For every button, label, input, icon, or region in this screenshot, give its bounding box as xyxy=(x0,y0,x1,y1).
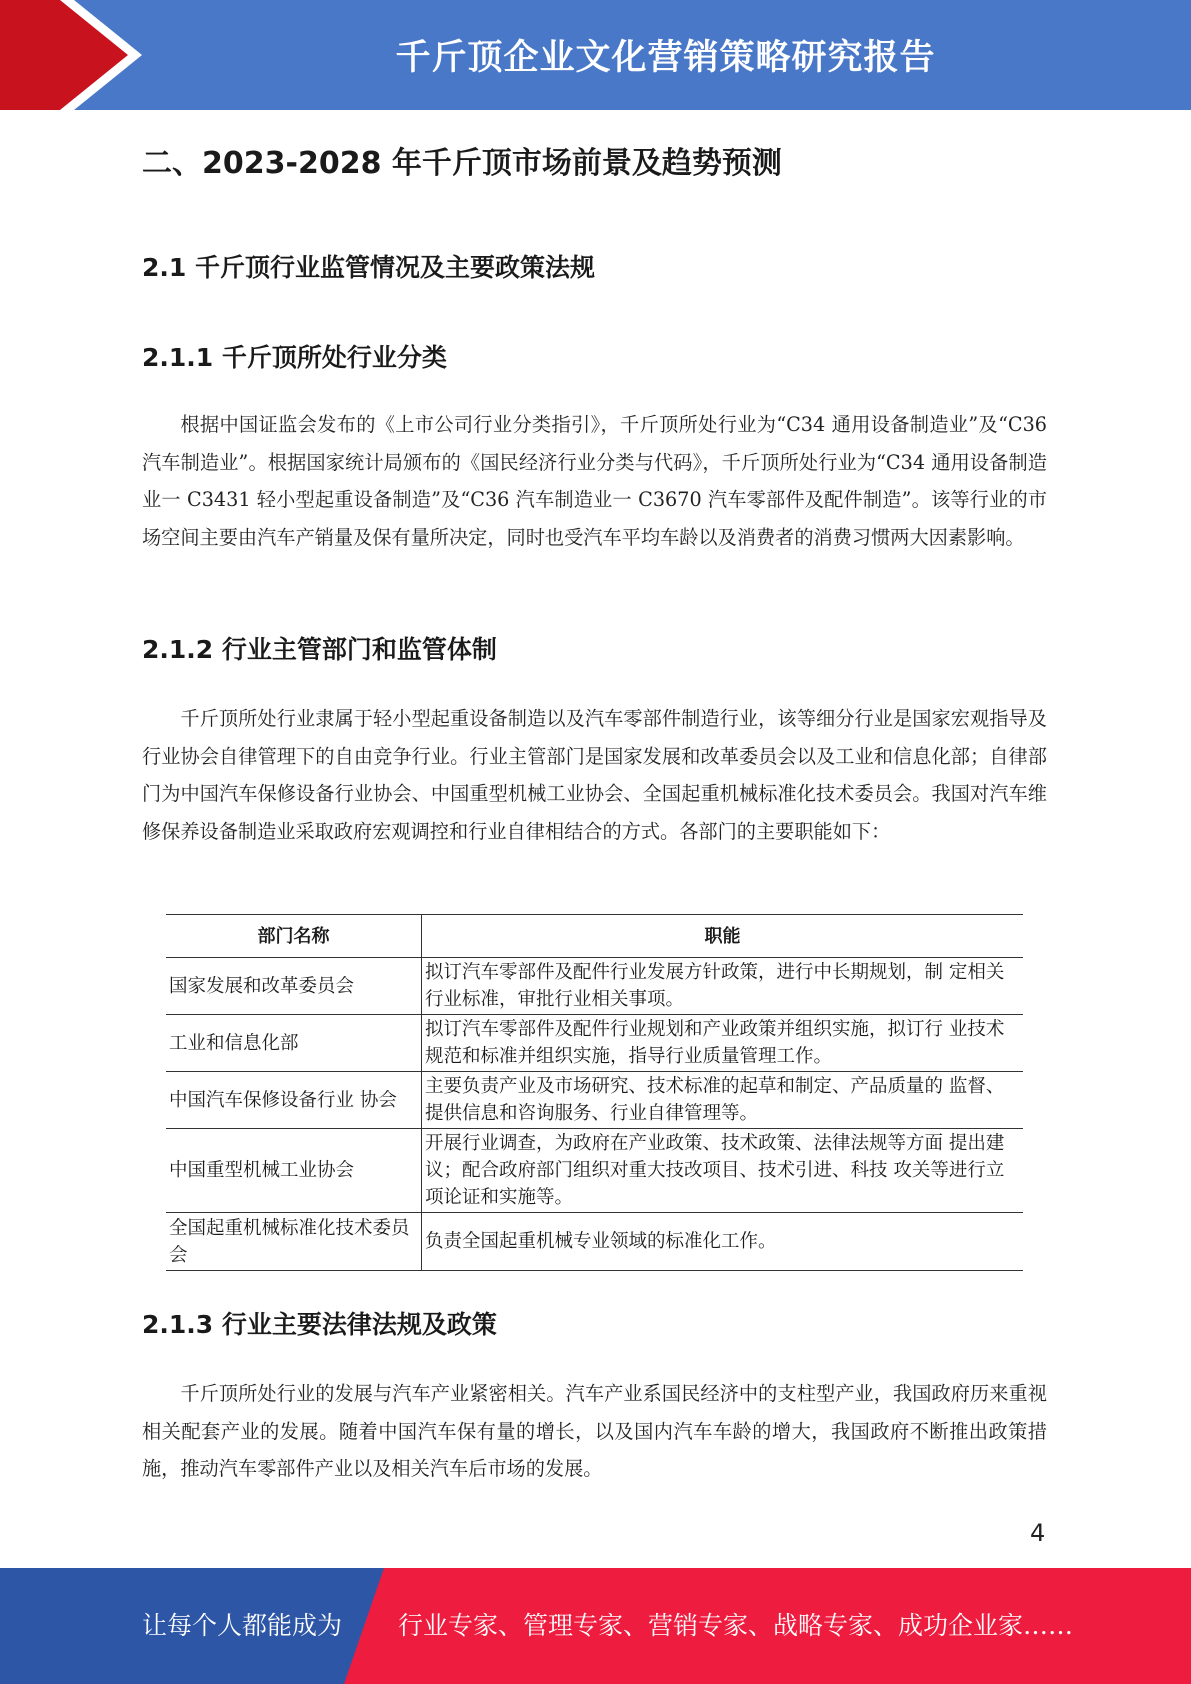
table-cell-department: 中国汽车保修设备行业 协会 xyxy=(166,1072,422,1129)
table-cell-department: 中国重型机械工业协会 xyxy=(166,1129,422,1213)
footer-banner xyxy=(0,1568,1191,1684)
table-cell-department: 国家发展和改革委员会 xyxy=(166,958,422,1015)
table-header-department: 部门名称 xyxy=(166,915,422,958)
subsection-title-2-1-2: 2.1.2 行业主管部门和监管体制 xyxy=(142,635,497,664)
footer-slogan-left: 让每个人都能成为 xyxy=(142,1611,343,1640)
report-title: 千斤顶企业文化营销策略研究报告 xyxy=(395,38,936,78)
table-cell-function: 开展行业调查，为政府在产业政策、技术政策、法律法规等方面 提出建议；配合政府部门组织对重大技改项目、技术引进、科技 攻关等进行立项论证和实施等。 xyxy=(422,1129,1024,1213)
table-row xyxy=(166,958,1023,1015)
table-row xyxy=(166,1129,1023,1213)
paragraph-2-1-1: 根据中国证监会发布的《上市公司行业分类指引》，千斤顶所处行业为“C34 通用设备制造业”及“C36 汽车制造业”。根据国家统计局颁布的《国民经济行业分类与代码》，千斤顶所处行业为“C34 通用设备制造业一 C3431 轻小型起重设备制造”及“C36 汽车制造业一 C3670 汽车零部件及配件制造”。该等行业的市场空间主要由汽车产销量及保有量所决定，同时也受汽车平均车龄以及消费者的消费习惯两大因素影响。 xyxy=(142,413,1047,549)
subsection-title-2-1: 2.1 千斤顶行业监管情况及主要政策法规 xyxy=(142,253,595,282)
table-header-function: 职能 xyxy=(422,915,1024,958)
table-cell-function: 负责全国起重机械专业领域的标准化工作。 xyxy=(422,1213,1024,1271)
header-banner xyxy=(0,0,1191,110)
section-title: 二、2023-2028 年千斤顶市场前景及趋势预测 xyxy=(142,146,782,181)
table-cell-function: 拟订汽车零部件及配件行业规划和产业政策并组织实施，拟订行 业技术规范和标准并组织实施，指导行业质量管理工作。 xyxy=(422,1015,1024,1072)
department-functions-table xyxy=(166,914,1023,1271)
table-row xyxy=(166,1015,1023,1072)
table-row xyxy=(166,1072,1023,1129)
table-row xyxy=(166,1213,1023,1271)
table-cell-function: 拟订汽车零部件及配件行业发展方针政策，进行中长期规划，制 定相关行业标准，审批行业相关事项。 xyxy=(422,958,1024,1015)
table-cell-department: 工业和信息化部 xyxy=(166,1015,422,1072)
table-cell-function: 主要负责产业及市场研究、技术标准的起草和制定、产品质量的 监督、提供信息和咨询服务、行业自律管理等。 xyxy=(422,1072,1024,1129)
paragraph-2-1-2: 千斤顶所处行业隶属于轻小型起重设备制造以及汽车零部件制造行业，该等细分行业是国家宏观指导及行业协会自律管理下的自由竞争行业。行业主管部门是国家发展和改革委员会以及工业和信息化部；自律部门为中国汽车保修设备行业协会、中国重型机械工业协会、全国起重机械标准化技术委员会。我国对汽车维修保养设备制造业采取政府宏观调控和行业自律相结合的方式。各部门的主要职能如下： xyxy=(142,707,1047,843)
paragraph-2-1-3: 千斤顶所处行业的发展与汽车产业紧密相关。汽车产业系国民经济中的支柱型产业，我国政府历来重视相关配套产业的发展。随着中国汽车保有量的增长，以及国内汽车车龄的增大，我国政府不断推出政策措施，推动汽车零部件产业以及相关汽车后市场的发展。 xyxy=(142,1382,1047,1480)
subsection-title-2-1-3: 2.1.3 行业主要法律法规及政策 xyxy=(142,1310,497,1339)
page-number: 4 xyxy=(1030,1519,1046,1547)
subsection-title-2-1-1: 2.1.1 千斤顶所处行业分类 xyxy=(142,343,447,372)
footer-slogan-right: 行业专家、管理专家、营销专家、战略专家、成功企业家…… xyxy=(398,1611,1074,1640)
table-cell-department: 全国起重机械标准化技术委员会 xyxy=(166,1213,422,1271)
table-header-row xyxy=(166,915,1023,958)
